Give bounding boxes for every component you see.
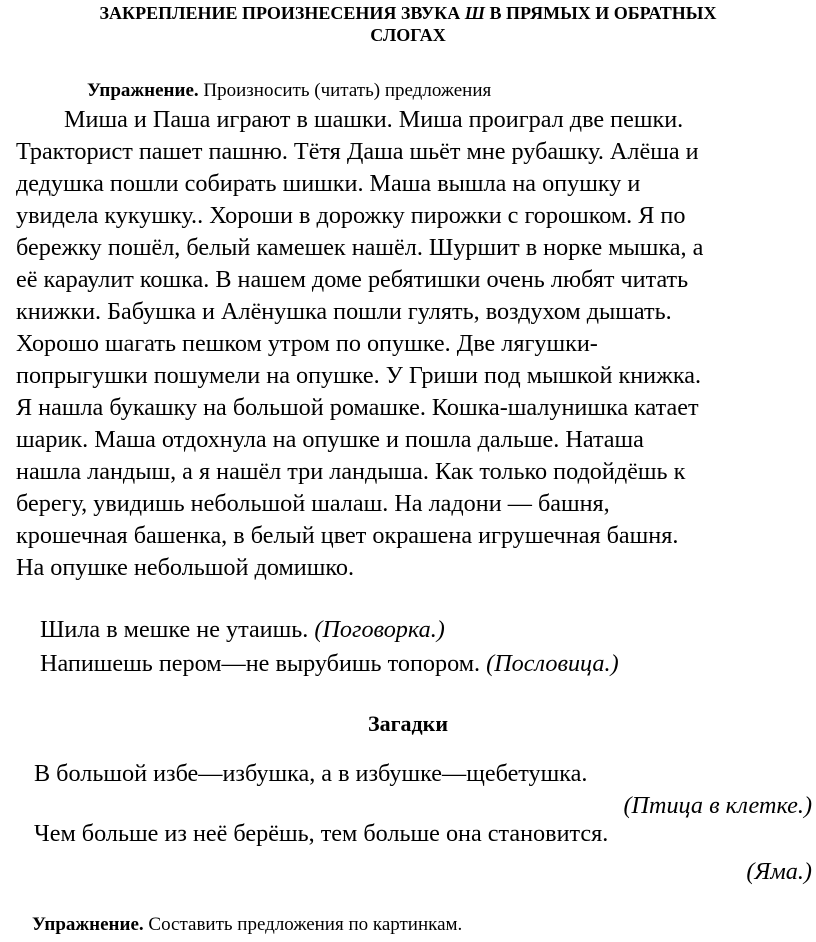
sentence-line: её караулит кошка. В нашем доме ребятишки очень любят читать xyxy=(16,266,689,293)
exercise-text: Составить предложения по картинкам. xyxy=(143,914,463,935)
proverb-note: (Пословица.) xyxy=(486,650,619,677)
exercise-instruction-1 xyxy=(87,80,491,102)
title-line-2: СЛОГАХ xyxy=(370,25,446,45)
sentence-line: шарик. Маша отдохнула на опушке и пошла дальше. Наташа xyxy=(16,426,644,453)
riddle-question-2: Чем больше из неё берёшь, тем больше она становится. xyxy=(34,820,609,847)
sentence-line: крошечная башенка, в белый цвет окрашена игрушечная башня. xyxy=(16,522,679,549)
sentence-line: Я нашла букашку на большой ромашке. Кошка-шалунишка катает xyxy=(16,394,699,421)
sentence-line: дедушка пошли собирать шишки. Маша вышла на опушку и xyxy=(16,170,641,197)
title-part-1: ЗАКРЕПЛЕНИЕ ПРОИЗНЕСЕНИЯ ЗВУКА xyxy=(99,3,465,23)
riddle-answer-1: (Птица в клетке.) xyxy=(623,792,812,819)
sentence-line: нашла ландыш, а я нашёл три ландыша. Как только подойдёшь к xyxy=(16,458,686,485)
exercise-label: Упражнение. xyxy=(87,80,199,101)
sentence-line: Тракторист пашет пашню. Тётя Даша шьёт мне рубашку. Алёша и xyxy=(16,138,699,165)
riddle-question-1: В большой избе—избушка, а в избушке—щебетушка. xyxy=(34,760,588,787)
title-line-1 xyxy=(0,2,816,24)
proverb-text: Шила в мешке не утаишь. xyxy=(40,616,315,643)
sentence-line: увидела кукушку.. Хороши в дорожку пирожки с горошком. Я по xyxy=(16,202,686,229)
sentences-paragraph xyxy=(16,104,816,584)
page-title xyxy=(0,2,816,46)
proverb-2 xyxy=(40,648,619,680)
title-part-2: В ПРЯМЫХ И ОБРАТНЫХ xyxy=(485,3,717,23)
sentence-line: бережку пошёл, белый камешек нашёл. Шуршит в норке мышка, а xyxy=(16,234,704,261)
riddle-answer-2: (Яма.) xyxy=(746,858,812,885)
riddles-heading: Загадки xyxy=(367,711,449,736)
sentence-line: книжки. Бабушка и Алёнушка пошли гулять, воздухом дышать. xyxy=(16,298,672,325)
proverb-text: Напишешь пером—не вырубишь топором. xyxy=(40,650,487,677)
proverb-note: (Поговорка.) xyxy=(314,616,445,643)
exercise-label: Упражнение. xyxy=(32,914,144,935)
title-sound: Ш xyxy=(464,3,485,23)
exercise-text: Произносить (читать) предложения xyxy=(198,80,492,101)
sentence-line: На опушке небольшой домишко. xyxy=(16,554,354,581)
sentence-line: попрыгушки пошумели на опушке. У Гриши под мышкой книжка. xyxy=(16,362,701,389)
proverb-1 xyxy=(40,614,445,646)
sentence-line: Миша и Паша играют в шашки. Миша проиграл две пешки. xyxy=(64,106,684,133)
sentence-line: Хорошо шагать пешком утром по опушке. Две лягушки- xyxy=(16,330,598,357)
exercise-instruction-2 xyxy=(32,914,462,936)
sentence-line: берегу, увидишь небольшой шалаш. На ладони — башня, xyxy=(16,490,610,517)
